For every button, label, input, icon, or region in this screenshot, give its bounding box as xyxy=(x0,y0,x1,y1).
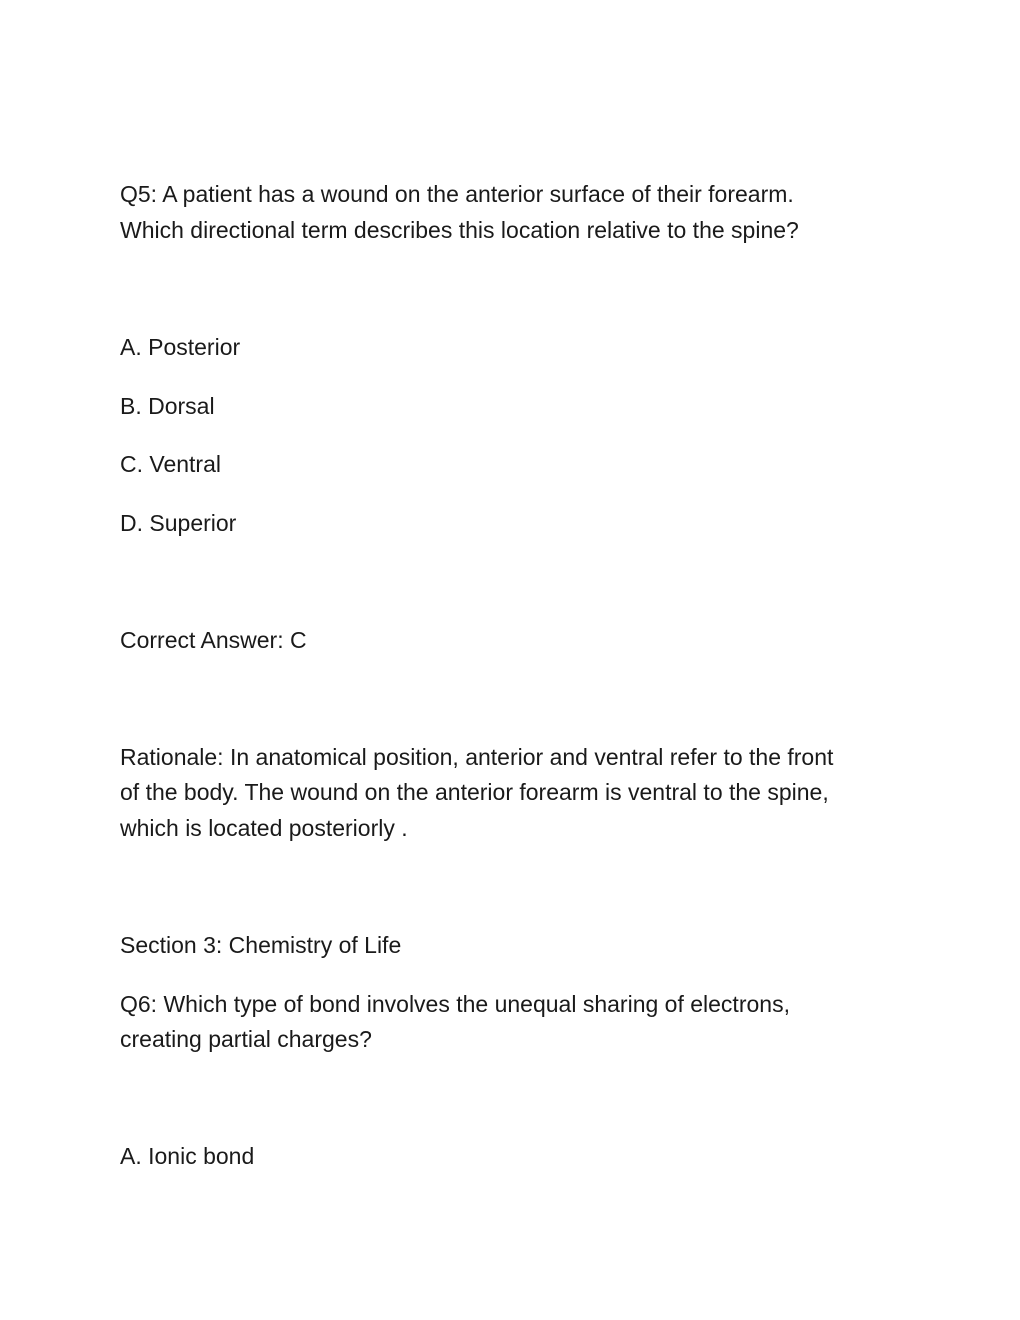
q6-question-line-2: creating partial charges? xyxy=(120,1026,372,1052)
q6-question-line-1: Q6: Which type of bond involves the unequal sharing of electrons, xyxy=(120,991,790,1017)
q5-question-line-1: Q5: A patient has a wound on the anterior surface of their forearm. xyxy=(120,181,794,207)
section-heading: Section 3: Chemistry of Life xyxy=(120,932,402,958)
q5-question-line-2: Which directional term describes this location relative to the spine? xyxy=(120,217,799,243)
q5-option-d: D. Superior xyxy=(120,510,237,536)
q5-rationale-line-1: Rationale: In anatomical position, anterior and ventral refer to the front xyxy=(120,744,834,770)
q6-option-a: A. Ionic bond xyxy=(120,1143,255,1169)
q5-correct-answer: Correct Answer: C xyxy=(120,627,307,653)
q5-option-b: B. Dorsal xyxy=(120,393,215,419)
q5-rationale-line-2: of the body. The wound on the anterior forearm is ventral to the spine, xyxy=(120,779,829,805)
q5-rationale-line-3: which is located posteriorly . xyxy=(120,815,408,841)
q5-option-a: A. Posterior xyxy=(120,334,241,360)
q5-option-c: C. Ventral xyxy=(120,451,221,477)
